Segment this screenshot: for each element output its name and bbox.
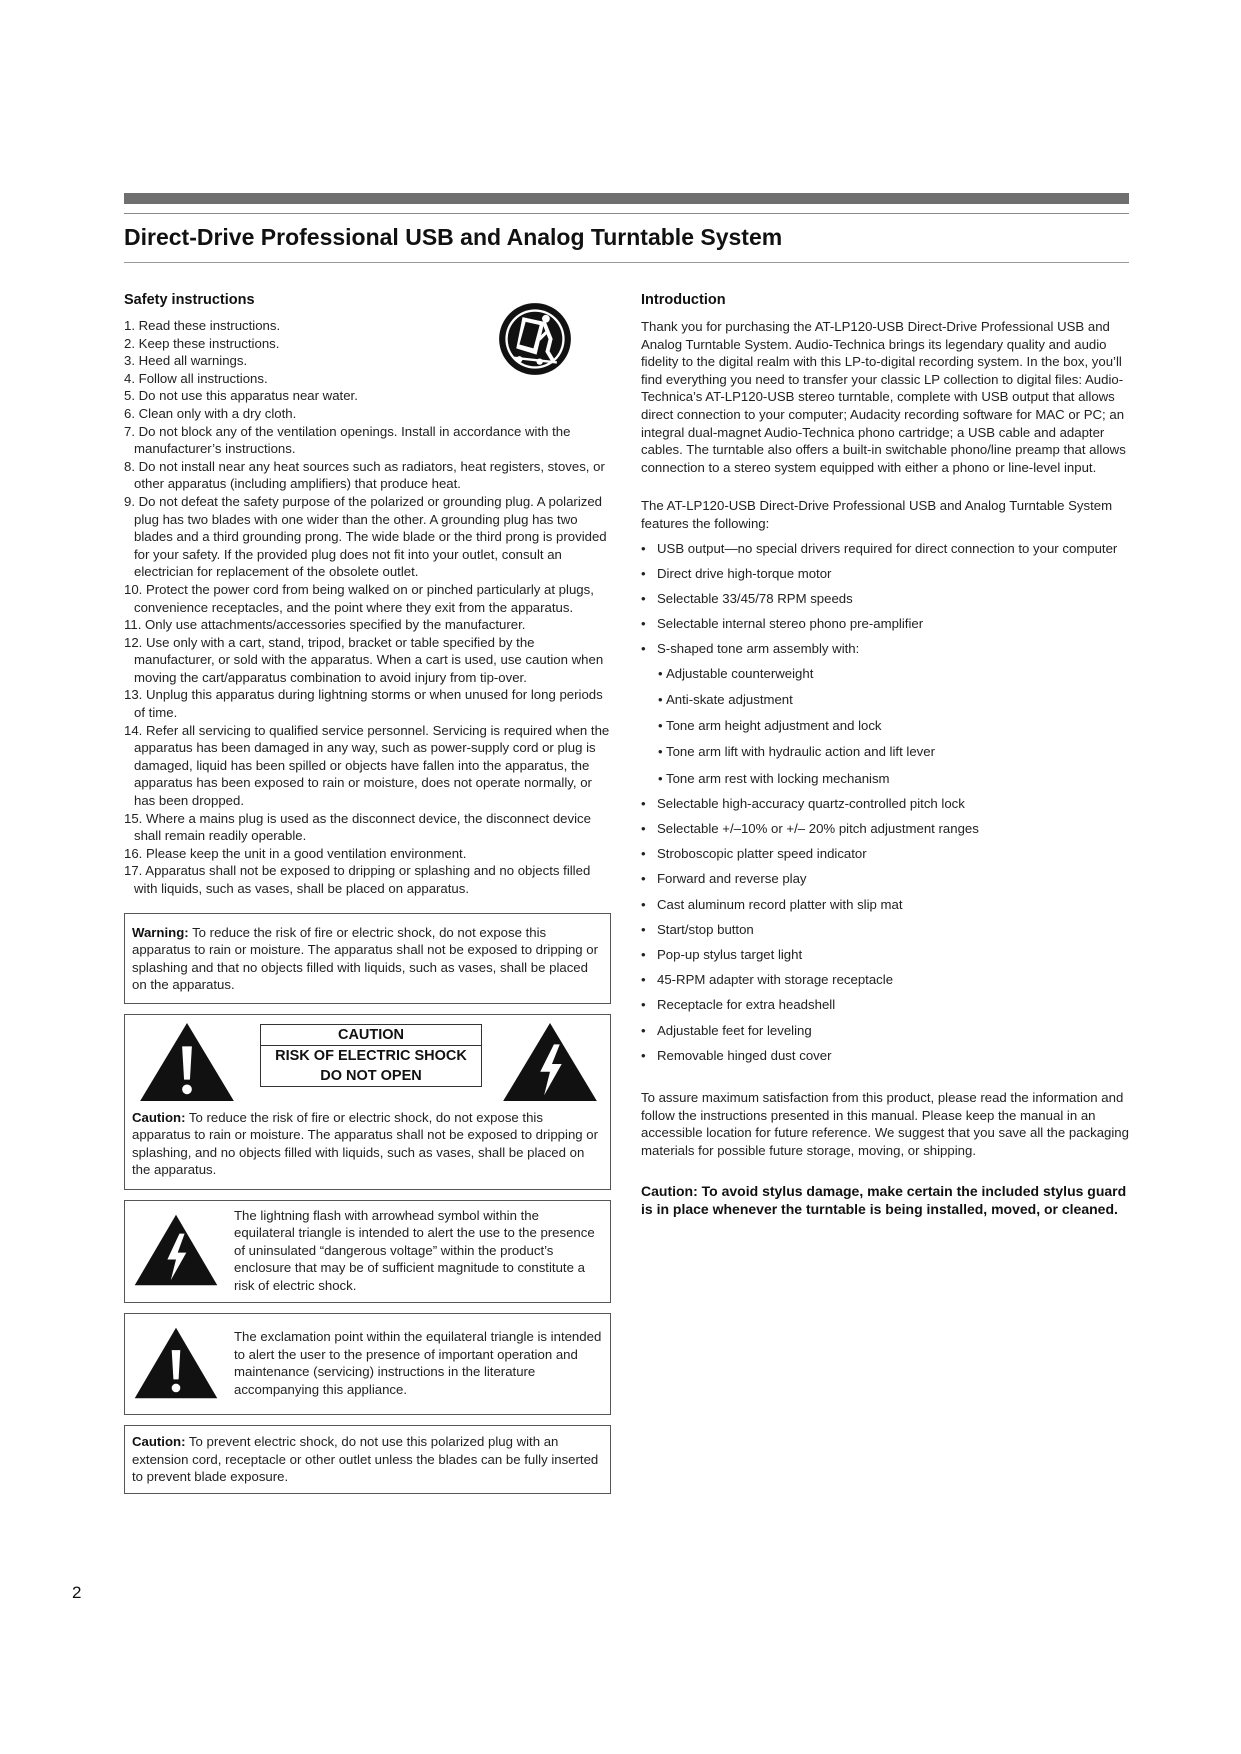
bullet: • <box>641 565 646 581</box>
sub-feature-item: • Tone arm rest with locking mechanism <box>658 770 890 786</box>
feature-item: • Forward and reverse play <box>641 871 807 887</box>
safety-list <box>124 317 611 898</box>
safety-item: 3. Heed all warnings. <box>124 353 248 369</box>
lightning-explanation-text: The lightning flash with arrowhead symbol within the equilateral triangle is intended to alert the use to the presence of uninsulated “dangerous voltage” within the product’s enclosure that may be of sufficient magnitude to constitute a risk of electric shock. <box>234 1207 595 1293</box>
closing-paragraph: To assure maximum satisfaction from this product, please read the information and follow the instructions presented in this manual. Please keep the manual in an accessible location for future reference. We suggest that you save all the packaging materials for possible future storage, moving, or shipping. <box>641 1090 1129 1159</box>
exclamation-explanation-box <box>124 1313 611 1415</box>
safety-column <box>124 292 611 1494</box>
safety-item: 10. Protect the power cord from being walked on or pinched particularly at plugs, convenience receptacles, and the point where they exit from the apparatus. <box>124 581 594 615</box>
bullet: • <box>641 997 646 1013</box>
bullet: • <box>641 616 646 632</box>
bullet: • <box>641 972 646 988</box>
safety-heading: Safety instructions <box>124 292 255 308</box>
lightning-explanation-box <box>124 1200 611 1304</box>
sub-feature-item: • Tone arm height adjustment and lock <box>658 718 882 734</box>
safety-item: 9. Do not defeat the safety purpose of the polarized or grounding plug. A polarized plug has two blades with one wider than the other. A grounding plug has two blades and a third grounding prong. The wide blade or the third prong is provided for your safety. If the provided plug does not fit into your outlet, consult an electrician for replacement of the obsolete outlet. <box>124 493 607 580</box>
feature-item: • Removable hinged dust cover <box>641 1047 832 1063</box>
header-bar <box>124 193 1129 204</box>
safety-item: 1. Read these instructions. <box>124 318 281 333</box>
bullet: • <box>641 540 646 556</box>
title-rule <box>124 262 1129 263</box>
tone-arm-sublist <box>657 665 1129 787</box>
feature-item: • Start/stop button <box>641 921 754 937</box>
caution-label-line: DO NOT OPEN <box>320 1067 422 1084</box>
caution-visual <box>132 1021 603 1103</box>
introduction-column <box>641 292 1129 1218</box>
bullet: • <box>641 1047 646 1063</box>
plug-caution-text: To prevent electric shock, do not use this polarized plug with an extension cord, receptacle or other outlet unless the blades can be fully inserted to prevent blade exposure. <box>132 1434 599 1485</box>
feature-item: • Direct drive high-torque motor <box>641 565 832 581</box>
feature-item: • Adjustable feet for leveling <box>641 1022 812 1038</box>
introduction-heading: Introduction <box>641 292 726 308</box>
plug-caution-box <box>124 1425 611 1494</box>
bullet: • <box>641 821 646 836</box>
bullet: • <box>641 846 646 862</box>
exclamation-explanation-text: The exclamation point within the equilateral triangle is intended to alert the user to the presence of important operation and maintenance (servicing) instructions in the literature accompanying this appliance. <box>234 1329 602 1397</box>
safety-item: 16. Please keep the unit in a good ventilation environment. <box>124 845 467 861</box>
bullet: • <box>641 641 646 657</box>
feature-item-tone-arm: • S-shaped tone arm assembly with: • Adjustable counterweight • Anti-skate adjustment • Tone arm height adjustment and lock • Tone arm lift with hydraulic action and lift lever • Tone arm rest with locking mechanism <box>641 640 1129 787</box>
feature-item: • USB output—no special drivers required for direct connection to your computer <box>641 540 1118 556</box>
exclamation-triangle-icon <box>133 1320 219 1406</box>
safety-item: 13. Unplug this apparatus during lightning storms or when unused for long periods of time. <box>124 687 603 721</box>
warning-label: Warning: <box>132 924 189 940</box>
plug-caution-label: Caution: <box>132 1434 186 1450</box>
sub-feature-item: • Anti-skate adjustment <box>658 692 793 708</box>
feature-item: • Cast aluminum record platter with slip mat <box>641 896 903 912</box>
caution-paragraph <box>132 1109 603 1179</box>
feature-item: • Receptacle for extra headshell <box>641 997 836 1013</box>
feature-item: • Selectable internal stereo phono pre-amplifier <box>641 616 924 632</box>
cart-tipover-warning-icon <box>496 300 574 378</box>
bullet: • <box>641 590 646 606</box>
introduction-paragraph: Thank you for purchasing the AT-LP120-USB Direct-Drive Professional USB and Analog Turntable System. Audio-Technica brings its legendary quality and audio fidelity to the digital realm with this LP-to-digital recording system. In the box, you’ll find everything you need to transfer your classic LP collection to digital files: Audio-Technica’s AT-LP120-USB stereo turntable, complete with USB output that allows direct connection to your computer; Audacity recording software for MAC or PC; an integral dual-magnet Audio-Technica phono cartridge; a USB cable and adapter cables. The turntable also offers a built-in switchable phono/line preamp that allows connection to a stereo system equipped with either a phono or line-level input. <box>641 319 1126 475</box>
safety-item: 8. Do not install near any heat sources such as radiators, heat registers, stoves, or other apparatus (including amplifiers) that produce heat. <box>124 458 605 492</box>
sub-feature-item: • Adjustable counterweight <box>658 665 814 681</box>
stylus-caution: Caution: To avoid stylus damage, make certain the included stylus guard is in place whenever the turntable is being installed, moved, or cleaned. <box>641 1182 1127 1217</box>
caution-label <box>260 1024 482 1087</box>
safety-item: 11. Only use attachments/accessories specified by the manufacturer. <box>124 617 526 633</box>
feature-item: • Selectable high-accuracy quartz-controlled pitch lock <box>641 795 965 811</box>
safety-item: 6. Clean only with a dry cloth. <box>124 405 297 421</box>
safety-item: 5. Do not use this apparatus near water. <box>124 388 358 404</box>
features-list <box>641 540 1129 1065</box>
feature-item: • Selectable 33/45/78 RPM speeds <box>641 590 853 606</box>
lightning-triangle-icon <box>133 1207 219 1293</box>
safety-item: 4. Follow all instructions. <box>124 370 268 386</box>
bullet: • <box>641 921 646 937</box>
bullet: • <box>641 871 646 887</box>
features-lead: The AT-LP120-USB Direct-Drive Professional USB and Analog Turntable System features the following: <box>641 498 1113 531</box>
feature-item: • Selectable +/–10% or +/– 20% pitch adjustment ranges <box>641 821 979 836</box>
page-number: 2 <box>72 1583 82 1602</box>
caution-box <box>124 1014 611 1190</box>
bullet: • <box>641 946 646 962</box>
safety-item: 17. Apparatus shall not be exposed to dripping or splashing and no objects filled with liquids, such as vases, shall be placed on apparatus. <box>124 863 591 896</box>
safety-item: 12. Use only with a cart, stand, tripod, bracket or table specified by the manufacturer, or sold with the apparatus. When a cart is used, use caution when moving the cart/apparatus combination to avoid injury from tip-over. <box>124 634 604 685</box>
caution-label-line: RISK OF ELECTRIC SHOCK <box>261 1045 481 1066</box>
feature-item: • 45-RPM adapter with storage receptacle <box>641 972 894 988</box>
lightning-triangle-icon <box>501 1021 599 1103</box>
safety-item: 2. Keep these instructions. <box>124 335 280 351</box>
feature-item: • Stroboscopic platter speed indicator <box>641 846 867 862</box>
bullet: • <box>641 1022 646 1038</box>
caution-text: To reduce the risk of fire or electric shock, do not expose this apparatus to rain or moisture. The apparatus shall not be exposed to dripping or splashing, and no objects filled with liquids, such as vases, shall be placed on the apparatus. <box>132 1109 598 1178</box>
safety-item: 14. Refer all servicing to qualified service personnel. Servicing is required when the apparatus has been damaged in any way, such as power-supply cord or plug is damaged, liquid has been spilled or objects have fallen into the apparatus, the apparatus has been exposed to rain or moisture, does not operate normally, or has been dropped. <box>124 722 610 809</box>
warning-text: To reduce the risk of fire or electric shock, do not expose this apparatus to rain or moisture. The apparatus shall not be exposed to dripping or splashing and that no objects filled with liquids, such as vases, shall be placed on the apparatus. <box>132 924 598 993</box>
safety-item: 7. Do not block any of the ventilation openings. Install in accordance with the manufacturer’s instructions. <box>124 423 571 457</box>
bullet: • <box>641 896 646 912</box>
safety-item: 15. Where a mains plug is used as the disconnect device, the disconnect device shall remain readily operable. <box>124 810 591 844</box>
bullet: • <box>641 795 646 811</box>
caution-label-text: Caution: <box>132 1109 186 1125</box>
header-rule <box>124 213 1129 214</box>
warning-box <box>124 913 611 1004</box>
feature-item: • Pop-up stylus target light <box>641 946 803 962</box>
page-title: Direct-Drive Professional USB and Analog Turntable System <box>124 224 783 250</box>
exclamation-triangle-icon <box>138 1021 236 1103</box>
sub-feature-item: • Tone arm lift with hydraulic action and lift lever <box>658 744 935 760</box>
caution-label-line: CAUTION <box>337 1026 405 1043</box>
